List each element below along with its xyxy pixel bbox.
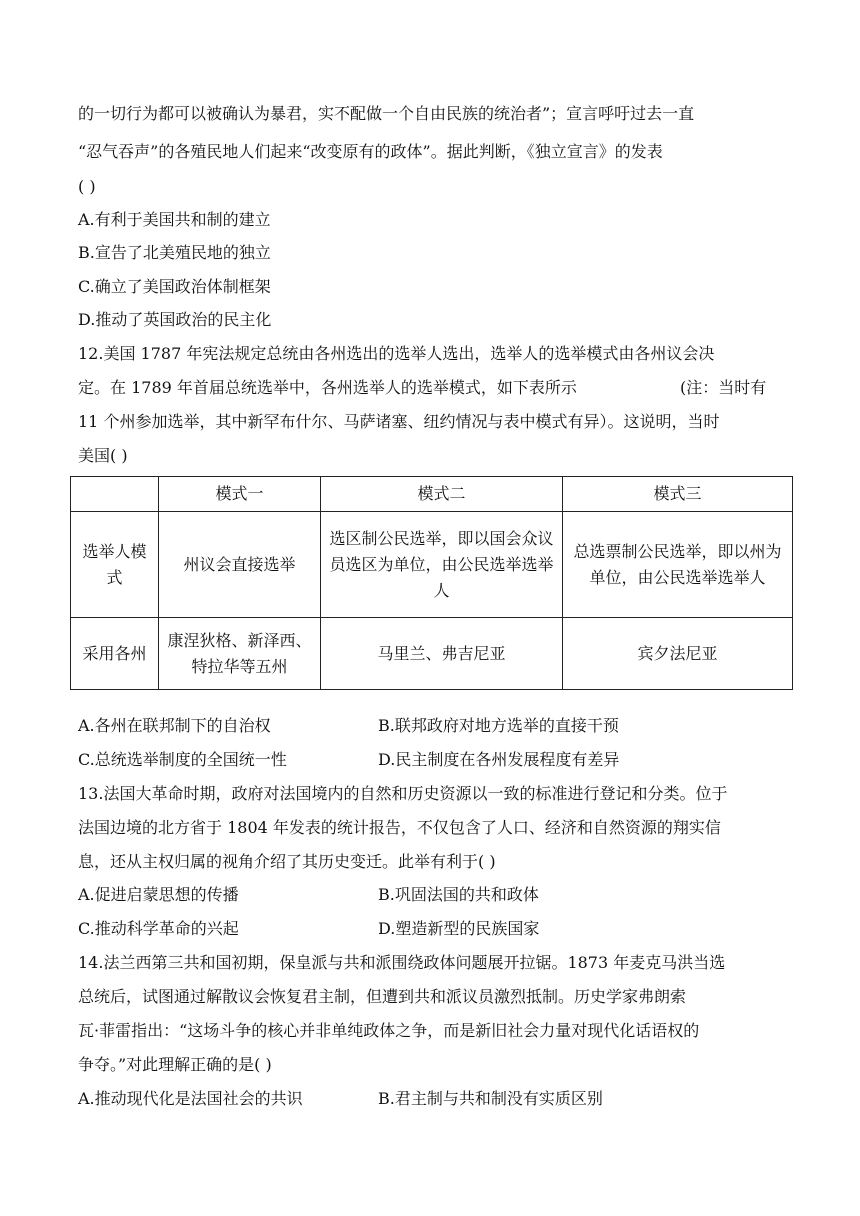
q13-option-d: D.塑造新型的民族国家	[378, 919, 540, 938]
table-cell: 总选票制公民选举，即以州为单位，由公民选举选举人	[563, 512, 793, 618]
table-cell: 宾夕法尼亚	[563, 618, 793, 690]
q11-option-a: A.有利于美国共和制的建立	[78, 210, 271, 229]
q12-option-a: A.各州在联邦制下的自治权	[78, 716, 271, 735]
table-row	[71, 618, 793, 690]
q11-option-b: B.宣告了北美殖民地的独立	[78, 243, 271, 262]
q14-option-b: B.君主制与共和制没有实质区别	[378, 1089, 603, 1108]
q12-option-c: C.总统选举制度的全国统一性	[78, 750, 287, 769]
electors-table	[70, 476, 793, 690]
q12-line-3: 11 个州参加选举，其中新罕布什尔、马萨诸塞、纽约情况与表中模式有异）。这说明，当时	[78, 412, 720, 431]
table-cell: 选举人模式	[71, 512, 159, 618]
table-header-cell: 模式三	[563, 477, 793, 512]
q13-option-a: A.促进启蒙思想的传播	[78, 885, 239, 904]
table-cell: 采用各州	[71, 618, 159, 690]
table-cell: 选区制公民选举，即以国会众议员选区为单位，由公民选举选举人	[321, 512, 563, 618]
q12-line-1: 12.美国 1787 年宪法规定总统由各州选出的选举人选出，选举人的选举模式由各州议会决	[78, 344, 715, 363]
q14-line-2: 总统后，试图通过解散议会恢复君主制，但遭到共和派议员激烈抵制。历史学家弗朗索	[78, 987, 687, 1006]
q13-line-1: 13.法国大革命时期，政府对法国境内的自然和历史资源以一致的标准进行登记和分类。位于	[78, 784, 728, 803]
q13-option-b: B.巩固法国的共和政体	[378, 885, 539, 904]
q14-line-4: 争夺。”对此理解正确的是( )	[78, 1055, 272, 1074]
table-header-cell: 模式二	[321, 477, 563, 512]
q12-option-d: D.民主制度在各州发展程度有差异	[378, 750, 620, 769]
table-cell: 康涅狄格、新泽西、特拉华等五州	[159, 618, 321, 690]
q11-option-d: D.推动了英国政治的民主化	[78, 310, 272, 329]
q13-line-3: 息，还从主权归属的视角介绍了其历史变迁。此举有利于( )	[78, 852, 496, 871]
q14-line-3: 瓦·菲雷指出：“这场斗争的核心并非单纯政体之争，而是新旧社会力量对现代化话语权的	[78, 1021, 700, 1040]
q12-line-4: 美国( )	[78, 446, 128, 465]
table-header-row	[71, 477, 793, 512]
q13-line-2: 法国边境的北方省于 1804 年发表的统计报告，不仅包含了人口、经济和自然资源的翔实信	[78, 818, 721, 837]
q12-line-2: 定。在 1789 年首届总统选举中，各州选举人的选举模式，如下表所示	[78, 378, 577, 397]
table-header-cell: 模式一	[159, 477, 321, 512]
q14-line-1: 14.法兰西第三共和国初期，保皇派与共和派围绕政体问题展开拉锯。1873 年麦克马洪当选	[78, 953, 726, 972]
q11-line-1: 的一切行为都可以被确认为暴君，实不配做一个自由民族的统治者”；宣言呼吁过去一直	[78, 104, 695, 123]
q11-line-3: ( )	[78, 177, 96, 196]
table-row	[71, 512, 793, 618]
q12-note: (注：当时有	[680, 378, 767, 397]
q11-line-2: “忍气吞声”的各殖民地人们起来“改变原有的政体”。据此判断，《独立宣言》的发表	[78, 142, 663, 161]
q12-option-b: B.联邦政府对地方选举的直接干预	[378, 716, 619, 735]
table-header-cell	[71, 477, 159, 512]
q13-option-c: C.推动科学革命的兴起	[78, 919, 239, 938]
table-cell: 州议会直接选举	[159, 512, 321, 618]
table-cell: 马里兰、弗吉尼亚	[321, 618, 563, 690]
q14-option-a: A.推动现代化是法国社会的共识	[78, 1089, 303, 1108]
q11-option-c: C.确立了美国政治体制框架	[78, 277, 271, 296]
